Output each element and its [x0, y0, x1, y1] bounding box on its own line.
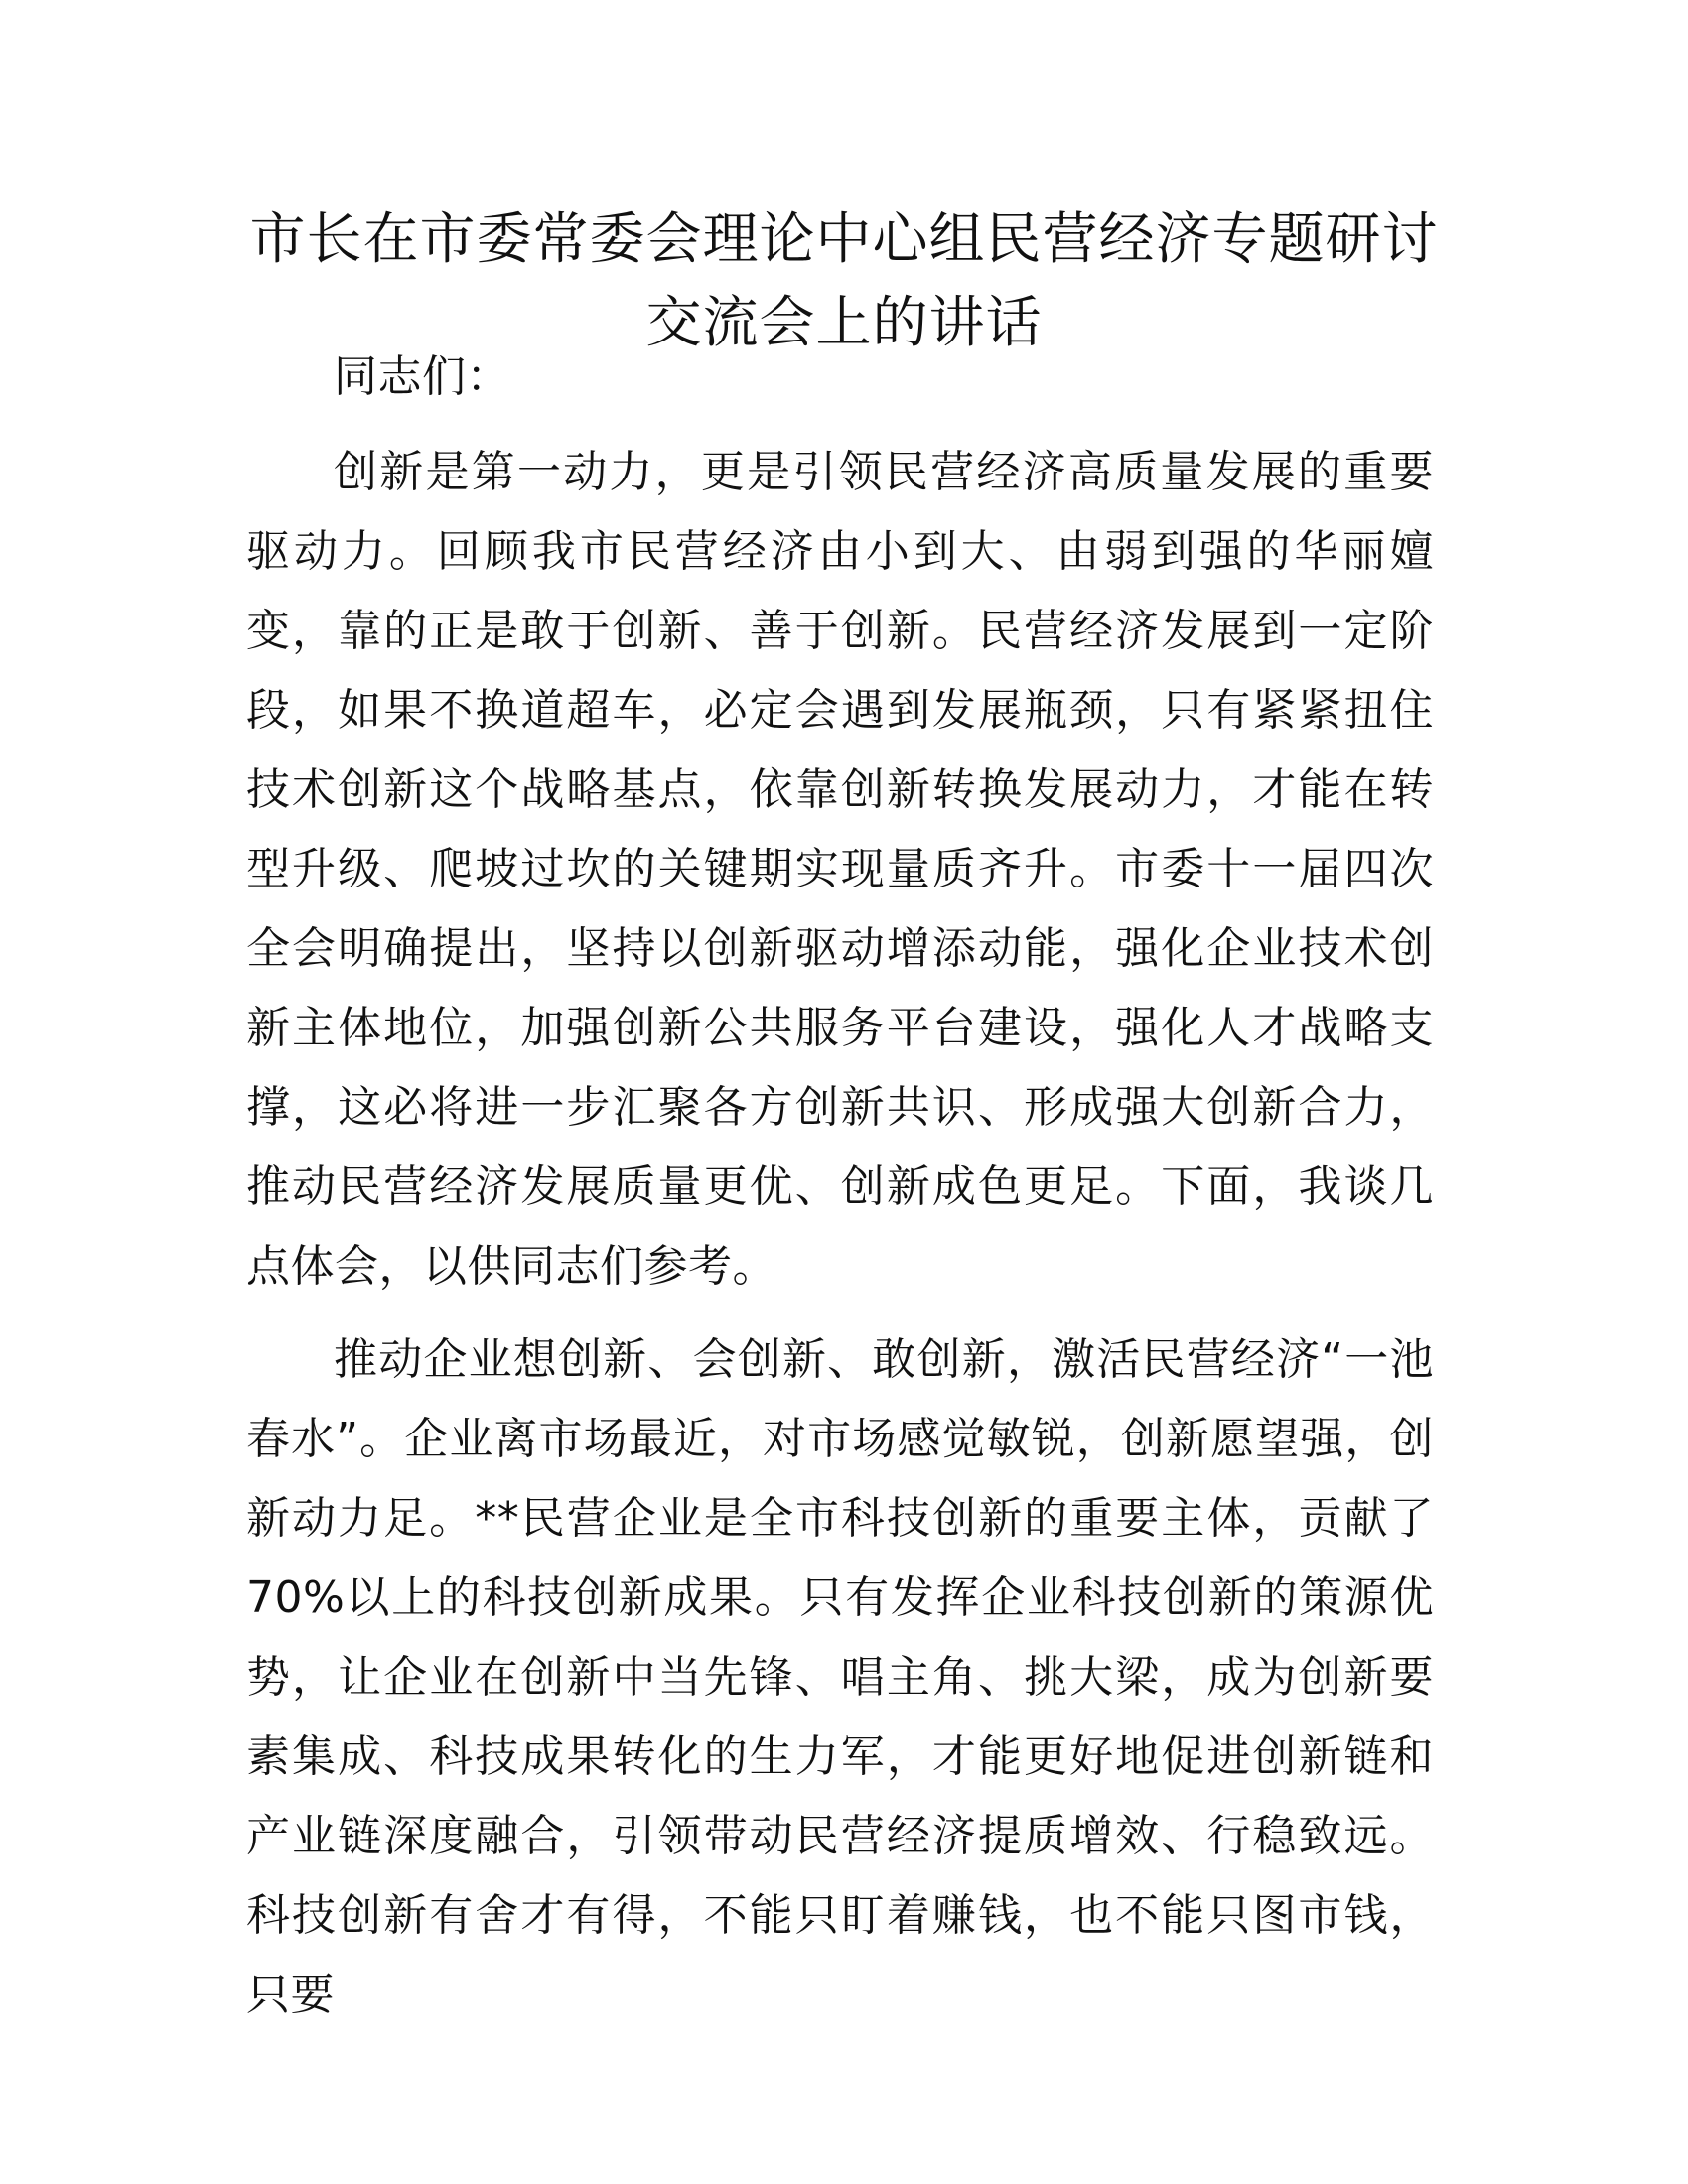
paragraph-1: 创新是第一动力，更是引领民营经济高质量发展的重要驱动力。回顾我市民营经济由小到大、由弱到强的华丽嬗变，靠的正是敢于创新、善于创新。民营经济发展到一定阶段，如果不换道超车，必定会遇到发展瓶颈，只有紧紧扭住技术创新这个战略基点，依靠创新转换发展动力，才能在转型升级、爬坡过坎的关键期实现量质齐升。市委十一届四次全会明确提出，坚持以创新驱动增添动能，强化企业技术创新主体地位，加强创新公共服务平台建设，强化人才战略支撑，这必将进一步汇聚各方创新共识、形成强大创新合力，推动民营经济发展质量更优、创新成色更足。下面，我谈几点体会，以供同志们参考。	[246, 447, 1434, 1292]
document-title: 市长在市委常委会理论中心组民营经济专题研讨交流会上的讲话	[249, 207, 1439, 355]
paragraph-2: 推动企业想创新、会创新、敢创新，激活民营经济“一池春水”。企业离市场最近，对市场感觉敏锐，创新愿望强，创新动力足。**民营企业是全市科技创新的重要主体，贡献了70%以上的科技创新成果。只有发挥企业科技创新的策源优势，让企业在创新中当先锋、唱主角、挑大梁，成为创新要素集成、科技成果转化的生力军，才能更好地促进创新链和产业链深度融合，引领带动民营经济提质增效、行稳致远。科技创新有舍才有得，不能只盯着赚钱，也不能只图市钱，只要	[246, 1334, 1434, 2020]
salutation: 同志们：	[334, 351, 510, 402]
document-body	[246, 338, 1434, 2049]
